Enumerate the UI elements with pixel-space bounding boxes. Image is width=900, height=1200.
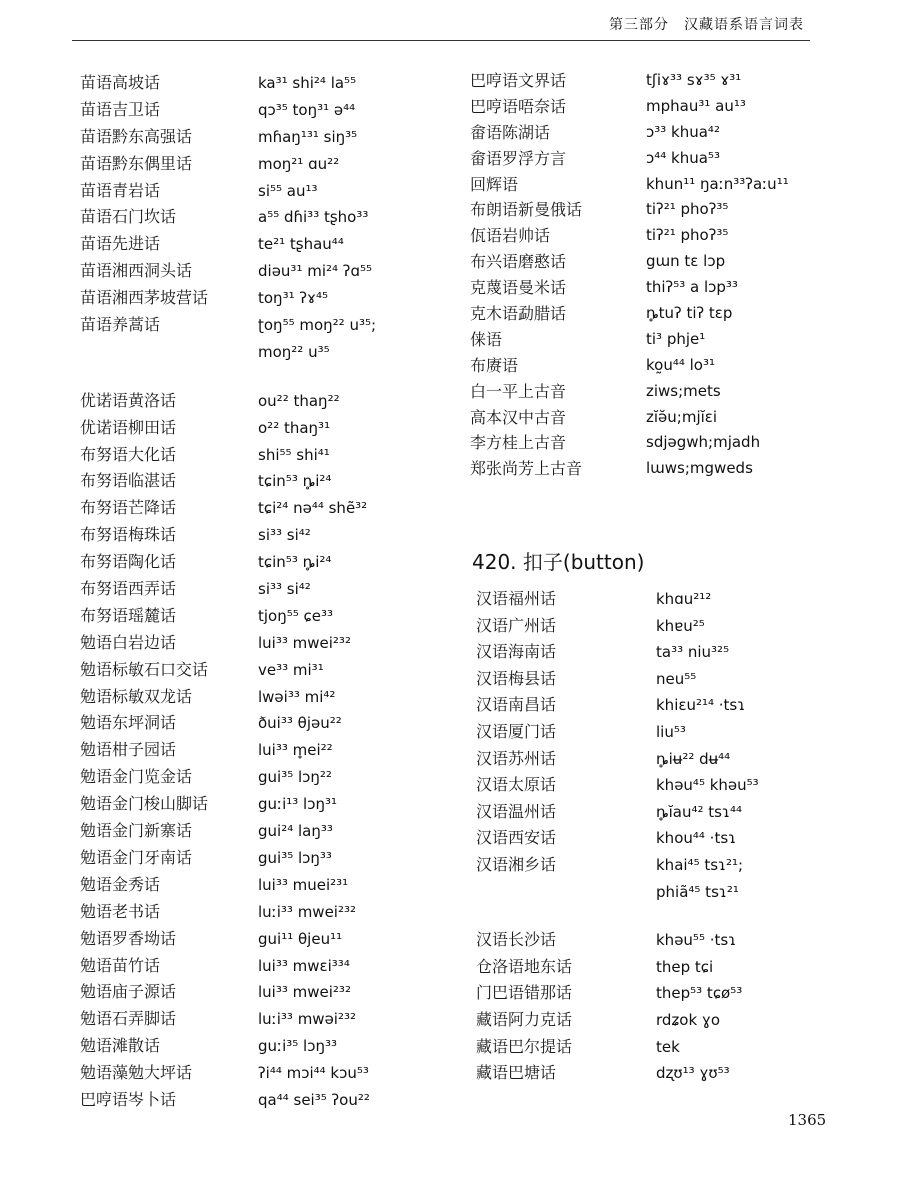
entry-row bbox=[80, 97, 376, 124]
phonetic-form: dʐʊ¹³ ɣʊ⁵³ bbox=[656, 1064, 730, 1083]
running-header: 第三部分 汉藏语系语言词表 bbox=[609, 17, 804, 33]
phonetic-form: ou²² thaŋ²² bbox=[258, 391, 340, 410]
entry-row bbox=[80, 764, 376, 791]
language-name: 苗语养蒿话 bbox=[80, 315, 161, 335]
phonetic-form: o²² thaŋ³¹ bbox=[258, 418, 331, 437]
language-name: 白一平上古音 bbox=[470, 381, 567, 401]
entry-row bbox=[80, 312, 376, 339]
entry-row bbox=[80, 1033, 376, 1060]
entry-row bbox=[476, 666, 759, 693]
phonetic-form: ka³¹ shi²⁴ la⁵⁵ bbox=[258, 74, 357, 92]
language-name: 布努语临湛话 bbox=[80, 471, 177, 491]
entry-row bbox=[80, 549, 376, 576]
entry-row bbox=[476, 613, 759, 640]
language-name: 汉语厦门话 bbox=[476, 721, 557, 741]
language-name: 苗语青岩话 bbox=[80, 180, 161, 200]
phonetic-form: tʃiɤ³³ sɤ³⁵ ɤ³¹ bbox=[646, 71, 742, 89]
phonetic-form: lɯws;mgweds bbox=[646, 459, 753, 478]
entry-row bbox=[80, 926, 376, 953]
entry-row bbox=[476, 852, 759, 879]
entry-row bbox=[80, 388, 376, 415]
language-name: 畲语罗浮方言 bbox=[470, 148, 567, 168]
phonetic-form: khai⁴⁵ tsɿ²¹; bbox=[656, 855, 744, 874]
section-heading: 420. 扣子(button) bbox=[472, 550, 645, 574]
entry-row bbox=[80, 151, 376, 178]
phonetic-form: toŋ³¹ ʔɤ⁴⁵ bbox=[258, 289, 328, 308]
entry-row bbox=[470, 94, 789, 120]
entry-row bbox=[80, 1006, 376, 1033]
entry-row bbox=[80, 630, 376, 657]
language-name: 布兴语磨憨话 bbox=[470, 252, 567, 272]
phonetic-form: ta³³ niu³²⁵ bbox=[656, 643, 730, 662]
language-name: 畲语陈湖话 bbox=[470, 122, 551, 142]
language-name: 勉语滩散话 bbox=[80, 1036, 161, 1056]
phonetic-form: luːi³³ mwəi²³² bbox=[258, 1010, 357, 1029]
phonetic-form: ziws;mets bbox=[646, 381, 721, 400]
language-name: 门巴语错那话 bbox=[476, 983, 573, 1003]
entry-row bbox=[476, 799, 759, 826]
entry-row bbox=[80, 258, 376, 285]
group-gap bbox=[80, 366, 376, 388]
entry-row bbox=[80, 124, 376, 151]
language-name: 勉语白岩边话 bbox=[80, 632, 177, 652]
phonetic-form: rdʑok ɣo bbox=[656, 1010, 721, 1029]
entry-row bbox=[80, 70, 376, 97]
language-name: 优诺语黄洛话 bbox=[80, 390, 177, 410]
entry-row bbox=[476, 692, 759, 719]
language-name: 巴哼语岑卜话 bbox=[80, 1089, 177, 1109]
language-name: 苗语黔东高强话 bbox=[80, 126, 193, 146]
phonetic-form: gui²⁴ laŋ³³ bbox=[258, 822, 333, 841]
language-name: 勉语苗竹话 bbox=[80, 955, 161, 975]
language-name: 布努语梅珠话 bbox=[80, 525, 177, 545]
entry-row bbox=[80, 231, 376, 258]
entry-row bbox=[80, 684, 376, 711]
language-name: 布努语瑶麓话 bbox=[80, 605, 177, 625]
group-gap bbox=[476, 905, 759, 927]
language-name: 勉语老书话 bbox=[80, 901, 161, 921]
phonetic-form: ti³ phje¹ bbox=[646, 329, 706, 348]
language-name: 藏语巴塘话 bbox=[476, 1063, 557, 1083]
entry-row bbox=[470, 146, 789, 172]
phonetic-form: khɐu²⁵ bbox=[656, 616, 705, 635]
entry-row bbox=[80, 818, 376, 845]
phonetic-form: ɔ³³ khua⁴² bbox=[646, 122, 720, 141]
language-name: 苗语先进话 bbox=[80, 234, 161, 254]
entry-row bbox=[80, 468, 376, 495]
entry-row bbox=[476, 980, 759, 1007]
entry-row bbox=[470, 301, 789, 327]
language-name: 汉语广州话 bbox=[476, 615, 557, 635]
language-name bbox=[476, 879, 656, 906]
phonetic-form: gui³⁵ lɔŋ³³ bbox=[258, 848, 332, 867]
entry-row bbox=[476, 586, 759, 613]
entry-row bbox=[80, 899, 376, 926]
entry-row bbox=[470, 379, 789, 405]
phonetic-form: tek bbox=[656, 1037, 680, 1056]
entry-row bbox=[80, 204, 376, 231]
entry-row bbox=[476, 1060, 759, 1087]
left-column bbox=[80, 70, 376, 1114]
phonetic-form: shi⁵⁵ shi⁴¹ bbox=[258, 445, 330, 464]
phonetic-form: ðui³³ θjəu²² bbox=[258, 714, 342, 733]
entry-row bbox=[80, 522, 376, 549]
entry-row bbox=[470, 327, 789, 353]
language-name: 布努语陶化话 bbox=[80, 552, 177, 572]
entry-row bbox=[470, 68, 789, 94]
language-name: 汉语长沙话 bbox=[476, 930, 557, 950]
language-name: 布赓语 bbox=[470, 355, 519, 375]
language-name: 巴哼语唔奈话 bbox=[470, 96, 567, 116]
language-name: 俫语 bbox=[470, 329, 503, 349]
entry-row bbox=[470, 197, 789, 223]
phonetic-form: neu⁵⁵ bbox=[656, 669, 697, 688]
entry-row bbox=[80, 791, 376, 818]
language-name: 勉语庙子源话 bbox=[80, 982, 177, 1002]
entry-row bbox=[476, 1034, 759, 1061]
phonetic-form: tjoŋ⁵⁵ ɕe³³ bbox=[258, 606, 334, 625]
language-name: 汉语太原话 bbox=[476, 775, 557, 795]
phonetic-form: si³³ si⁴² bbox=[258, 580, 311, 599]
language-name: 仓洛语地东话 bbox=[476, 956, 573, 976]
phonetic-form: ko̰u⁴⁴ lo³¹ bbox=[646, 355, 716, 374]
language-name: 汉语福州话 bbox=[476, 589, 557, 608]
language-name: 回辉语 bbox=[470, 174, 519, 194]
phonetic-form: zĭə̆u;mjĭɛi bbox=[646, 407, 718, 426]
phonetic-form: tiʔ²¹ phoʔ³⁵ bbox=[646, 226, 729, 245]
entry-row bbox=[80, 442, 376, 469]
entry-row bbox=[80, 710, 376, 737]
entry-row bbox=[80, 872, 376, 899]
language-name: 勉语金门牙南话 bbox=[80, 847, 193, 867]
phonetic-form: qa⁴⁴ sei³⁵ ʔou²² bbox=[258, 1090, 370, 1109]
language-name: 郑张尚芳上古音 bbox=[470, 459, 583, 479]
phonetic-form: ve³³ mi³¹ bbox=[258, 660, 324, 679]
phonetic-form: ȵ̥iʉ²² dʉ⁴⁴ bbox=[656, 749, 731, 768]
entry-row bbox=[80, 737, 376, 764]
phonetic-form: a⁵⁵ dɦi³³ tʂho³³ bbox=[258, 208, 369, 227]
phonetic-form: qɔ³⁵ toŋ³¹ ə⁴⁴ bbox=[258, 100, 356, 119]
entry-row bbox=[80, 953, 376, 980]
phonetic-form: khəu⁵⁵ ·tsɿ bbox=[656, 931, 737, 950]
phonetic-form: thep tɕi bbox=[656, 957, 714, 976]
entry-row bbox=[476, 639, 759, 666]
phonetic-form: si³³ si⁴² bbox=[258, 526, 311, 545]
phonetic-form: lui³³ mwei²³² bbox=[258, 633, 351, 652]
phonetic-form: ʈoŋ⁵⁵ moŋ²² u³⁵; bbox=[258, 316, 377, 335]
language-name: 巴哼语文界话 bbox=[470, 71, 567, 90]
phonetic-form: si⁵⁵ au¹³ bbox=[258, 181, 318, 200]
right-top-column bbox=[470, 68, 789, 482]
phonetic-form: ɔ⁴⁴ khua⁵³ bbox=[646, 148, 720, 167]
language-name: 苗语湘西茅坡营话 bbox=[80, 288, 209, 308]
language-name: 勉语金门览金话 bbox=[80, 767, 193, 787]
phonetic-form: mphau³¹ au¹³ bbox=[646, 96, 746, 115]
phonetic-form: ȵ̥tuʔ tiʔ tɛp bbox=[646, 304, 733, 323]
language-name: 汉语南昌话 bbox=[476, 695, 557, 715]
language-name: 克木语勐腊话 bbox=[470, 304, 567, 324]
entry-row bbox=[470, 456, 789, 482]
entry-row bbox=[80, 845, 376, 872]
language-name: 勉语金门新寨话 bbox=[80, 821, 193, 841]
language-name: 勉语标敏双龙话 bbox=[80, 686, 193, 706]
entry-row bbox=[470, 120, 789, 146]
language-name: 苗语湘西洞头话 bbox=[80, 261, 193, 281]
entry-row bbox=[476, 746, 759, 773]
language-name: 汉语温州话 bbox=[476, 801, 557, 821]
entry-row bbox=[470, 430, 789, 456]
entry-row bbox=[80, 603, 376, 630]
phonetic-form: luːi³³ mwei²³² bbox=[258, 902, 357, 921]
phonetic-form: tɕin⁵³ ȵ̥i²⁴ bbox=[258, 553, 332, 572]
entry-row bbox=[476, 879, 759, 906]
entry-row bbox=[476, 954, 759, 981]
phonetic-form: gui³⁵ lɔŋ²² bbox=[258, 768, 332, 787]
page-number: 1365 bbox=[788, 1111, 827, 1129]
language-name: 汉语海南话 bbox=[476, 642, 557, 662]
phonetic-form: khɑu²¹² bbox=[656, 590, 712, 608]
entry-row bbox=[476, 772, 759, 799]
entry-row bbox=[80, 657, 376, 684]
phonetic-form: sdjəgwh;mjadh bbox=[646, 433, 761, 452]
phonetic-form: khou⁴⁴ ·tsɿ bbox=[656, 829, 737, 848]
phonetic-form: lui³³ m̥ei²² bbox=[258, 741, 333, 760]
language-name: 汉语苏州话 bbox=[476, 748, 557, 768]
language-name bbox=[80, 339, 258, 366]
entry-row bbox=[476, 825, 759, 852]
phonetic-form: khiɛu²¹⁴ ·tsɿ bbox=[656, 696, 746, 715]
language-name: 佤语岩帅话 bbox=[470, 226, 551, 246]
phonetic-form: ȵ̥ĭau⁴² tsɿ⁴⁴ bbox=[656, 802, 742, 821]
phonetic-form: lui³³ mwei²³² bbox=[258, 983, 351, 1002]
language-name: 勉语东坪洞话 bbox=[80, 713, 177, 733]
entry-row bbox=[80, 339, 376, 366]
language-name: 汉语湘乡话 bbox=[476, 854, 557, 874]
phonetic-form: gɯn tɛ lɔp bbox=[646, 252, 726, 271]
language-name: 高本汉中古音 bbox=[470, 407, 567, 427]
language-name: 勉语标敏石口交话 bbox=[80, 659, 209, 679]
phonetic-form: tɕi²⁴ nə⁴⁴ shẽ³² bbox=[258, 499, 368, 518]
language-name: 苗语黔东偶里话 bbox=[80, 153, 193, 173]
entry-row bbox=[80, 1060, 376, 1087]
language-name: 苗语吉卫话 bbox=[80, 99, 161, 119]
language-name: 优诺语柳田话 bbox=[80, 417, 177, 437]
entry-row bbox=[80, 178, 376, 205]
language-name: 藏语巴尔提话 bbox=[476, 1036, 573, 1056]
entry-row bbox=[470, 405, 789, 431]
entry-row bbox=[80, 979, 376, 1006]
entry-row bbox=[80, 285, 376, 312]
language-name: 克蔑语曼米话 bbox=[470, 278, 567, 298]
phonetic-form: thiʔ⁵³ a lɔp³³ bbox=[646, 278, 738, 297]
phonetic-form: liu⁵³ bbox=[656, 722, 686, 741]
entry-row bbox=[470, 275, 789, 301]
phonetic-form: guːi¹³ lɔŋ³¹ bbox=[258, 795, 337, 814]
language-name: 布努语芒降话 bbox=[80, 498, 177, 518]
phonetic-form: guːi³⁵ lɔŋ³³ bbox=[258, 1037, 337, 1056]
phonetic-form: diəu³¹ mi²⁴ ʔɑ⁵⁵ bbox=[258, 262, 372, 281]
language-name: 藏语阿力克话 bbox=[476, 1009, 573, 1029]
language-name: 苗语石门坎话 bbox=[80, 207, 177, 227]
language-name: 李方桂上古音 bbox=[470, 433, 567, 453]
phonetic-form: tɕin⁵³ ȵ̥i²⁴ bbox=[258, 472, 332, 491]
entry-row bbox=[80, 1087, 376, 1114]
entry-row bbox=[80, 576, 376, 603]
header-rule bbox=[72, 40, 810, 41]
language-name: 勉语藻勉大坪话 bbox=[80, 1063, 193, 1083]
entry-row bbox=[476, 1007, 759, 1034]
phonetic-form: lui³³ mwɛi³³⁴ bbox=[258, 956, 350, 975]
phonetic-form: phiã⁴⁵ tsɿ²¹ bbox=[656, 882, 739, 901]
entry-row bbox=[80, 495, 376, 522]
phonetic-form: khəu⁴⁵ khəu⁵³ bbox=[656, 776, 759, 795]
language-name: 布努语大化话 bbox=[80, 444, 177, 464]
entry-row bbox=[470, 249, 789, 275]
entry-row bbox=[470, 172, 789, 198]
language-name: 勉语柑子园话 bbox=[80, 740, 177, 760]
entry-row bbox=[476, 927, 759, 954]
language-name: 布朗语新曼俄话 bbox=[470, 200, 583, 220]
phonetic-form: te²¹ tʂhau⁴⁴ bbox=[258, 235, 344, 254]
phonetic-form: moŋ²² u³⁵ bbox=[258, 342, 330, 361]
phonetic-form: thep⁵³ tɕø⁵³ bbox=[656, 984, 743, 1003]
entry-row bbox=[470, 223, 789, 249]
language-name: 布努语西弄话 bbox=[80, 579, 177, 599]
phonetic-form: lwəi³³ mi⁴² bbox=[258, 687, 336, 706]
phonetic-form: khun¹¹ ŋaːn³³ʔaːu¹¹ bbox=[646, 174, 789, 193]
language-name: 勉语金门梭山脚话 bbox=[80, 794, 209, 814]
language-name: 苗语高坡话 bbox=[80, 73, 161, 92]
language-name: 勉语罗香坳话 bbox=[80, 928, 177, 948]
phonetic-form: ʔi⁴⁴ mɔi⁴⁴ kɔu⁵³ bbox=[258, 1064, 369, 1083]
phonetic-form: mɦaŋ¹³¹ siŋ³⁵ bbox=[258, 127, 358, 146]
entry-row bbox=[476, 719, 759, 746]
entry-row bbox=[470, 353, 789, 379]
language-name: 勉语金秀话 bbox=[80, 874, 161, 894]
language-name: 汉语梅县话 bbox=[476, 668, 557, 688]
phonetic-form: tiʔ²¹ phoʔ³⁵ bbox=[646, 200, 729, 219]
language-name: 汉语西安话 bbox=[476, 828, 557, 848]
phonetic-form: gui¹¹ θjeu¹¹ bbox=[258, 929, 343, 948]
phonetic-form: lui³³ muei²³¹ bbox=[258, 875, 349, 894]
phonetic-form: moŋ²¹ ɑu²² bbox=[258, 154, 340, 173]
language-name: 勉语石弄脚话 bbox=[80, 1009, 177, 1029]
entry-row bbox=[80, 415, 376, 442]
right-bottom-column bbox=[476, 586, 759, 1087]
